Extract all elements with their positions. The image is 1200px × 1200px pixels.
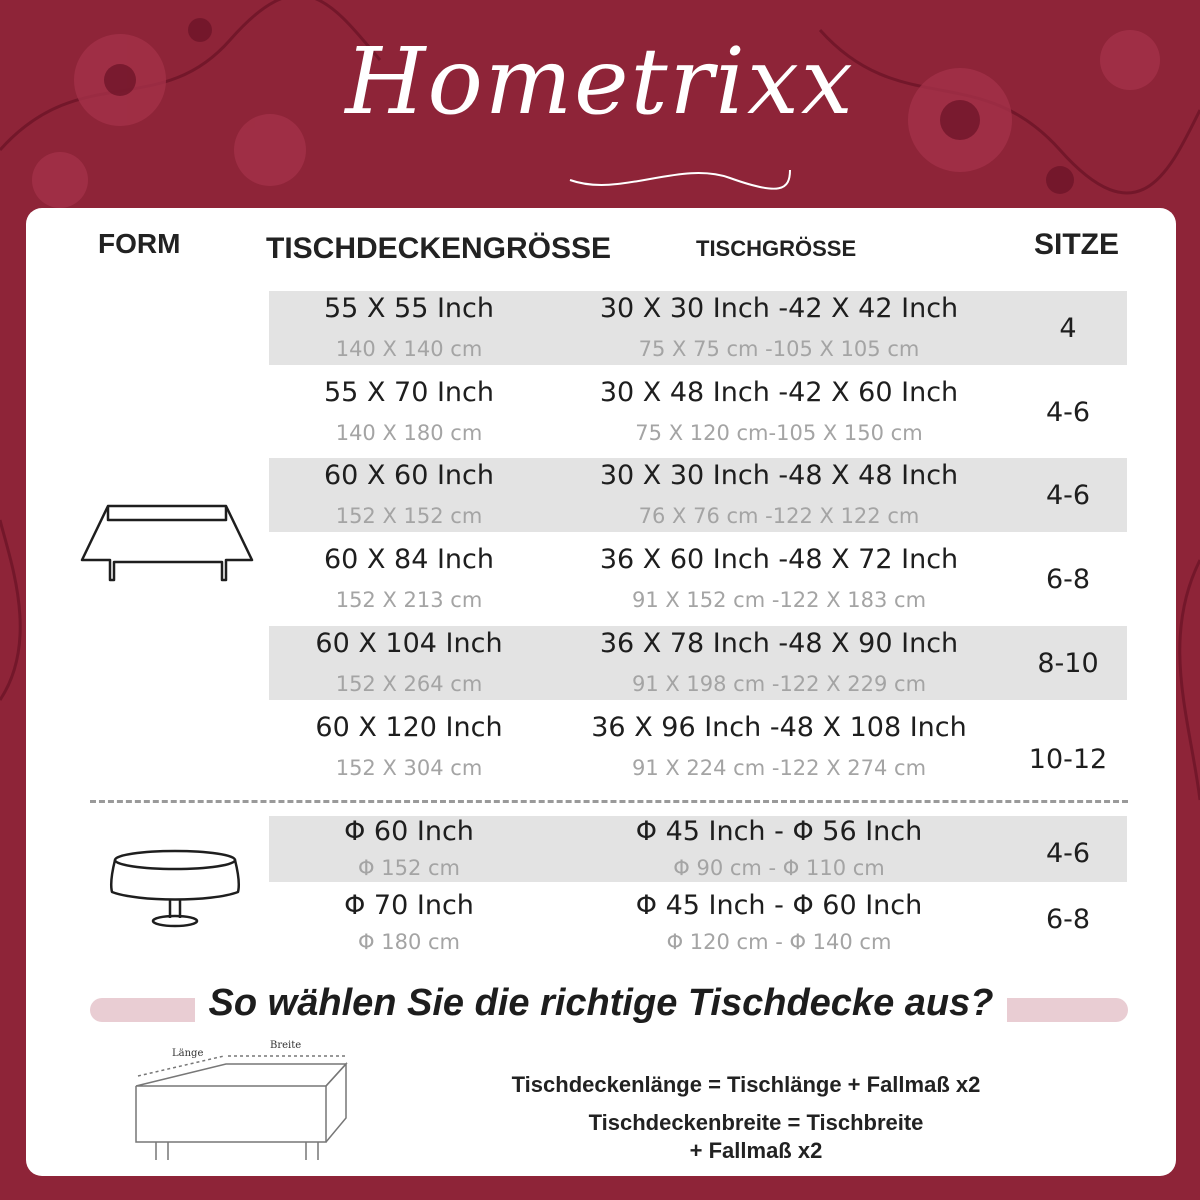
- tablecloth-inch: 60 X 104 Inch: [315, 628, 503, 659]
- brand-logo: Hometrixx: [345, 28, 855, 135]
- seat-count: 4-6: [1045, 480, 1091, 511]
- size-chart-card: [26, 208, 1176, 1176]
- seat-count: 6-8: [1045, 904, 1091, 935]
- tablecloth-inch: 60 X 84 Inch: [324, 544, 494, 575]
- table-cm: 91 X 152 cm -122 X 183 cm: [631, 588, 927, 612]
- header-tablecloth-size: TISCHDECKENGRÖSSE: [266, 232, 612, 265]
- seat-count: 8-10: [1037, 648, 1099, 679]
- table-cm: 91 X 198 cm -122 X 229 cm: [631, 672, 927, 696]
- table-inch: 30 X 30 Inch -42 X 42 Inch: [599, 293, 959, 324]
- section-divider: [90, 800, 1128, 803]
- table-cm: 75 X 120 cm-105 X 150 cm: [635, 421, 923, 445]
- diagram-width-label: Breite: [270, 1040, 302, 1051]
- tablecloth-cm: 152 X 264 cm: [335, 672, 483, 696]
- table-row: [269, 710, 1127, 784]
- brand-swash-flourish: [560, 150, 800, 200]
- table-row: [269, 458, 1127, 532]
- tablecloth-inch: 60 X 120 Inch: [315, 712, 503, 743]
- tablecloth-measurement-diagram: [116, 1048, 376, 1168]
- tablecloth-inch: Φ 60 Inch: [344, 816, 474, 847]
- diagram-length-label: Länge: [172, 1048, 204, 1059]
- table-inch: Φ 45 Inch - Φ 60 Inch: [635, 890, 923, 921]
- table-row: [269, 626, 1127, 700]
- table-row: [269, 890, 1127, 956]
- tablecloth-cm: 140 X 140 cm: [335, 337, 483, 361]
- seat-count: 4-6: [1045, 397, 1091, 428]
- tablecloth-inch: 60 X 60 Inch: [324, 460, 494, 491]
- table-inch: Φ 45 Inch - Φ 56 Inch: [635, 816, 923, 847]
- tablecloth-inch: 55 X 55 Inch: [324, 293, 494, 324]
- table-cm: Φ 90 cm - Φ 110 cm: [673, 856, 885, 880]
- header-form: FORM: [98, 228, 181, 259]
- tablecloth-cm: 152 X 304 cm: [335, 756, 483, 780]
- seat-count: 4: [1059, 313, 1077, 344]
- header-table-size: TISCHGRÖSSE: [696, 236, 857, 261]
- tablecloth-cm: Φ 180 cm: [358, 930, 460, 954]
- width-formula-line1: Tischdeckenbreite = Tischbreite: [588, 1110, 924, 1135]
- seat-count: 4-6: [1045, 838, 1091, 869]
- tablecloth-cm: 152 X 152 cm: [335, 504, 483, 528]
- table-cm: 75 X 75 cm -105 X 105 cm: [638, 337, 920, 361]
- table-inch: 30 X 48 Inch -42 X 60 Inch: [599, 377, 959, 408]
- table-cm: 91 X 224 cm -122 X 274 cm: [631, 756, 927, 780]
- table-row: [269, 291, 1127, 365]
- seat-count: 6-8: [1045, 564, 1091, 595]
- header-seats: SITZE: [1034, 228, 1120, 261]
- table-inch: 36 X 60 Inch -48 X 72 Inch: [599, 544, 959, 575]
- table-inch: 36 X 96 Inch -48 X 108 Inch: [591, 712, 967, 743]
- rectangular-tablecloth-icon: [80, 498, 254, 588]
- tablecloth-cm: 152 X 213 cm: [335, 588, 483, 612]
- tablecloth-cm: 140 X 180 cm: [335, 421, 483, 445]
- seat-count: 10-12: [1028, 744, 1108, 775]
- table-cm: 76 X 76 cm -122 X 122 cm: [638, 504, 920, 528]
- round-tablecloth-icon: [108, 848, 242, 928]
- table-cm: Φ 120 cm - Φ 140 cm: [666, 930, 892, 954]
- table-row: [269, 542, 1127, 616]
- length-formula: Tischdeckenlänge = Tischlänge + Fallmaß x2: [511, 1072, 981, 1097]
- table-row: [269, 375, 1127, 449]
- table-inch: 30 X 30 Inch -48 X 48 Inch: [599, 460, 959, 491]
- guide-question: So wählen Sie die richtige Tischdecke aus?: [26, 982, 1176, 1025]
- tablecloth-cm: Φ 152 cm: [358, 856, 460, 880]
- width-formula-line2: + Fallmaß x2: [689, 1138, 823, 1163]
- table-inch: 36 X 78 Inch -48 X 90 Inch: [599, 628, 959, 659]
- tablecloth-inch: Φ 70 Inch: [344, 890, 474, 921]
- table-row: [269, 816, 1127, 882]
- tablecloth-inch: 55 X 70 Inch: [324, 377, 494, 408]
